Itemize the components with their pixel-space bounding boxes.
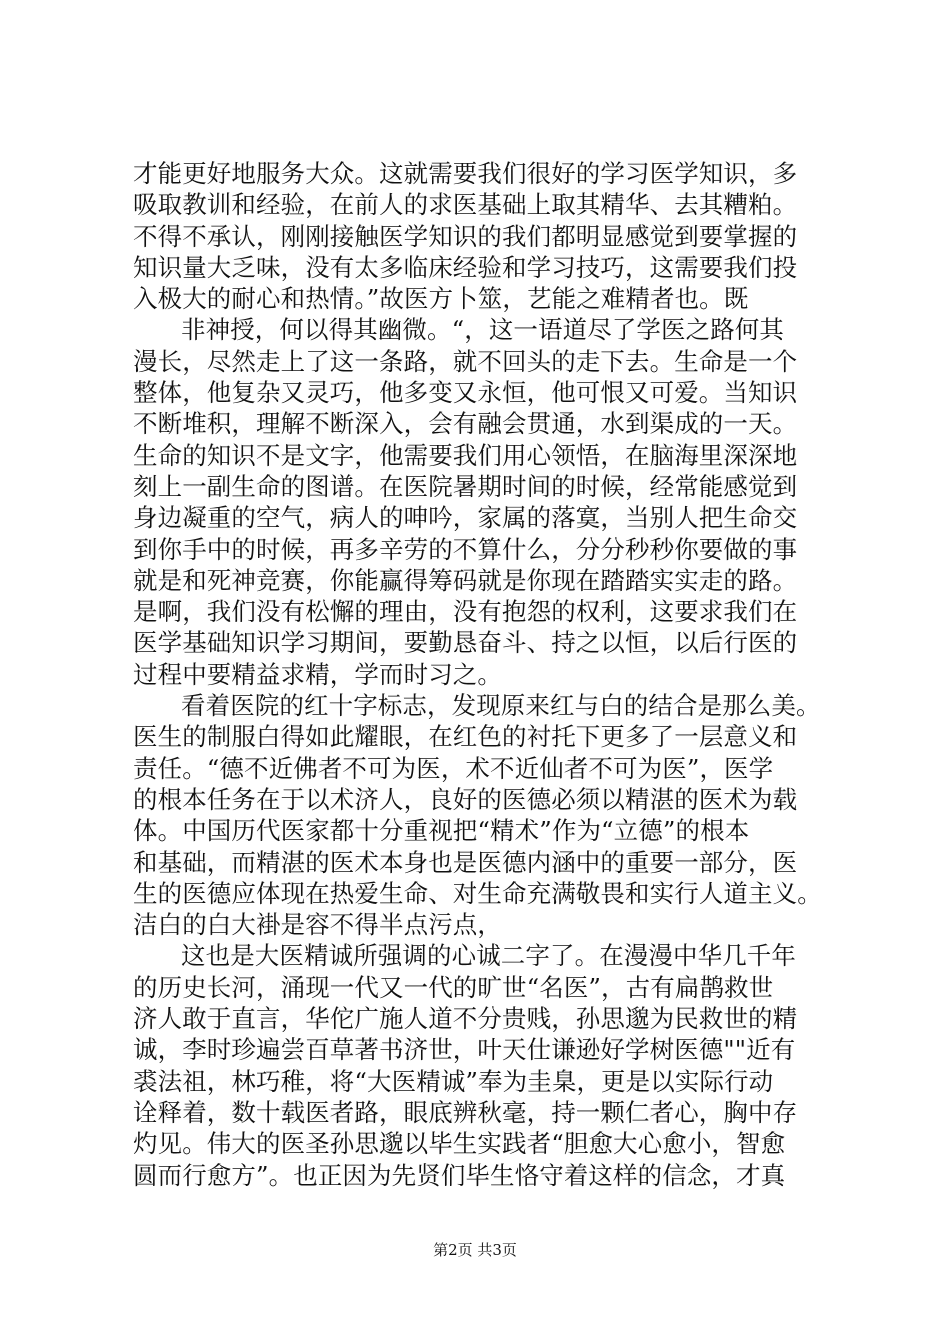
text-line: 裘法祖，林巧稚，将“大医精诚”奉为圭臬，更是以实际行动: [133, 1066, 774, 1096]
text-line: 到你手中的时候，再多辛劳的不算什么，分分秒秒你要做的事: [133, 534, 798, 564]
text-line: 过程中要精益求精，学而时习之。: [133, 659, 502, 689]
text-line: 才能更好地服务大众。这就需要我们很好的学习医学知识，多: [133, 159, 798, 188]
text-line: 刻上一副生命的图谱。在医院暑期时间的时候，经常能感觉到: [133, 471, 798, 501]
page-number-footer: 第2页 共3页: [433, 1241, 517, 1259]
document-body: [133, 158, 829, 1191]
text-line: 入极大的耐心和热情。”故医方卜筮，艺能之难精者也。既: [133, 284, 749, 314]
text-line: 不得不承认，刚刚接触医学知识的我们都明显感觉到要掌握的: [133, 221, 798, 251]
text-line: 洁白的白大褂是容不得半点污点，: [133, 910, 502, 940]
text-line: 医生的制服白得如此耀眼，在红色的衬托下更多了一层意义和: [133, 722, 798, 752]
text-line: 这也是大医精诚所强调的心诚二字了。在漫漫中华几千年: [181, 941, 796, 971]
text-line: 整体，他复杂又灵巧，他多变又永恒，他可恨又可爱。当知识: [133, 378, 798, 408]
text-line: 就是和死神竞赛，你能赢得筹码就是你现在踏踏实实走的路。: [133, 565, 798, 595]
text-line: 和基础，而精湛的医术本身也是医德内涵中的重要一部分，医: [133, 847, 798, 877]
text-line: 身边凝重的空气，病人的呻吟，家属的落寞，当别人把生命交: [133, 503, 798, 533]
text-line: 济人敢于直言，华佗广施人道不分贵贱，孙思邈为民救世的精: [133, 1004, 798, 1034]
text-line: 生命的知识不是文字，他需要我们用心领悟，在脑海里深深地: [133, 440, 798, 470]
text-line: 的历史长河，涌现一代又一代的旷世“名医”，古有扁鹊救世: [133, 972, 774, 1002]
text-line: 体。中国历代医家都十分重视把“精术”作为“立德”的根本: [133, 816, 750, 846]
text-line: 诠释着，数十载医者路，眼底辨秋毫，持一颗仁者心，胸中存: [133, 1097, 798, 1127]
text-line: 圆而行愈方”。也正因为先贤们毕生恪守着这样的信念，才真: [133, 1160, 786, 1190]
text-line: 漫长，尽然走上了这一条路，就不回头的走下去。生命是一个: [133, 346, 798, 376]
text-line: 非神授，何以得其幽微。“，这一语道尽了学医之路何其: [181, 315, 785, 345]
text-line: 是啊，我们没有松懈的理由，没有抱怨的权利，这要求我们在: [133, 597, 798, 627]
text-line: 诚，李时珍遍尝百草著书济世，叶天仕谦逊好学树医德""近有: [133, 1035, 796, 1065]
text-line: 知识量大乏味，没有太多临床经验和学习技巧，这需要我们投: [133, 252, 798, 282]
text-line: 的根本任务在于以术济人，良好的医德必须以精湛的医术为载: [133, 784, 798, 814]
text-line: 责任。“德不近佛者不可为医，术不近仙者不可为医”，医学: [133, 753, 774, 783]
text-line: 生的医德应体现在热爱生命、对生命充满敬畏和实行人道主义。: [133, 878, 822, 908]
text-line: 医学基础知识学习期间，要勤恳奋斗、持之以恒，以后行医的: [133, 628, 798, 658]
text-line: 看着医院的红十字标志，发现原来红与白的结合是那么美。: [181, 691, 821, 721]
text-line: 不断堆积，理解不断深入，会有融会贯通，水到渠成的一天。: [133, 409, 798, 439]
text-line: 灼见。伟大的医圣孙思邈以毕生实践者“胆愈大心愈小，智愈: [133, 1129, 786, 1159]
text-line: 吸取教训和经验，在前人的求医基础上取其精华、去其糟粕。: [133, 190, 798, 220]
